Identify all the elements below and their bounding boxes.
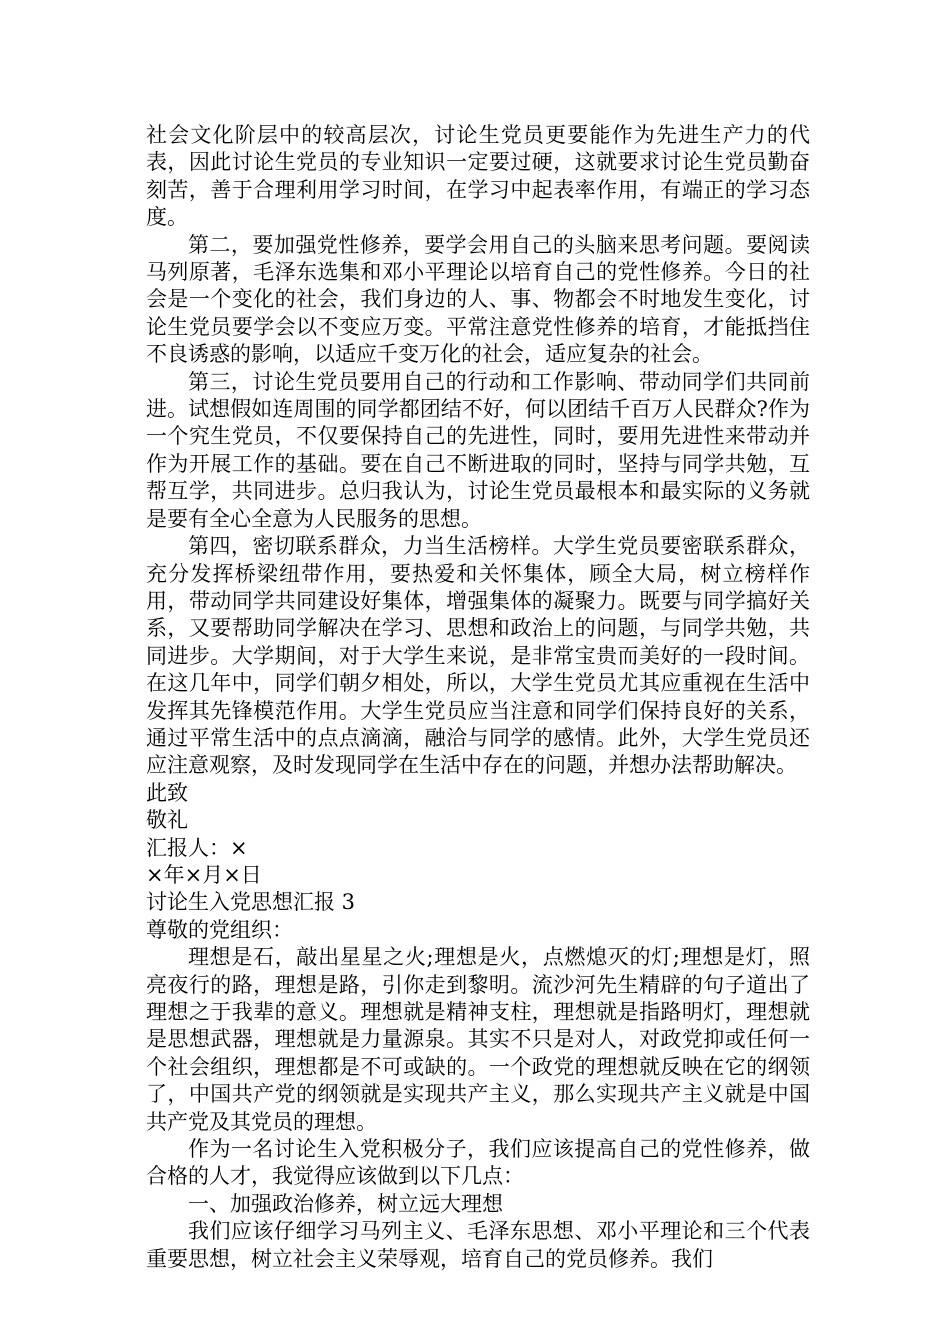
paragraph-fourth-point: 第四，密切联系群众，力当生活榜样。大学生党员要密联系群众，充分发挥桥梁纽带作用，要热爱和关怀集体，顾全大局，树立榜样作用，带动同学共同建设好集体，增强集体的凝聚力。既要与同学搞好关系，又要帮助同学解决在学习、思想和政治上的问题，与同学共勉，共同进步。大学期间，对于大学生来说，是非常宝贵而美好的一段时间。在这几年中，同学们朝夕相处，所以，大学生党员尤其应重视在生活中发挥其先锋模范作用。大学生党员应当注意和同学们保持良好的关系，通过平常生活中的点点滴滴，融洽与同学的感情。此外，大学生党员还应注意观察，及时发现同学在生活中存在的问题，并想办法帮助解决。	[146, 534, 810, 778]
heading-point-one: 一、加强政治修养，树立远大理想	[188, 1191, 503, 1216]
section-title: 讨论生入党思想汇报 3	[146, 890, 356, 915]
paragraph-third-point: 第三，讨论生党员要用自己的行动和工作影响、带动同学们共同前进。试想假如连周围的同学都团结不好，何以团结千百万人民群众?作为一个究生党员，不仅要保持自己的先进性，同时，要用先进性来带动并作为开展工作的基础。要在自己不断进取的同时，坚持与同学共勉，互帮互学，共同进步。总归我认为，讨论生党员最根本和最实际的义务就是要有全心全意为人民服务的思想。	[146, 369, 810, 531]
document-body	[146, 122, 810, 1273]
closing-regards: 敬礼	[146, 808, 188, 833]
paragraph-continuation: 社会文化阶层中的较高层次，讨论生党员更要能作为先进生产力的代表，因此讨论生党员的专业知识一定要过硬，这就要求讨论生党员勤奋刻苦，善于合理利用学习时间，在学习中起表率作用，有端正的学习态度。	[146, 123, 810, 230]
paragraph-intro-points: 作为一名讨论生入党积极分子，我们应该提高自己的党性修养，做合格的人才，我觉得应该做到以下几点：	[146, 1137, 810, 1189]
greeting: 尊敬的党组织：	[146, 917, 293, 942]
closing-salutation: 此致	[146, 780, 188, 805]
paragraph-ideals: 理想是石，敲出星星之火;理想是火，点燃熄灭的灯;理想是灯，照亮夜行的路，理想是路，引你走到黎明。流沙河先生精辟的句子道出了理想之于我辈的意义。理想就是精神支柱，理想就是指路明灯，理想就是思想武器，理想就是力量源泉。其实不只是对人，对政党抑或任何一个社会组织，理想都是不可或缺的。一个政党的理想就反映在它的纲领了，中国共产党的纲领就是实现共产主义，那么实现共产主义就是中国共产党及其党员的理想。	[146, 945, 810, 1134]
paragraph-point-one: 我们应该仔细学习马列主义、毛泽东思想、邓小平理论和三个代表重要思想，树立社会主义荣辱观，培育自己的党员修养。我们	[146, 1219, 810, 1271]
paragraph-second-point: 第二，要加强党性修养，要学会用自己的头脑来思考问题。要阅读马列原著，毛泽东选集和邓小平理论以培育自己的党性修养。今日的社会是一个变化的社会，我们身边的人、事、物都会不时地发生变化，讨论生党员要学会以不变应万变。平常注意党性修养的培育，才能抵挡住不良诱惑的影响，以适应千变万化的社会，适应复杂的社会。	[146, 232, 810, 367]
report-date: ×年×月×日	[146, 862, 262, 887]
reporter-signature: 汇报人：×	[146, 835, 248, 860]
